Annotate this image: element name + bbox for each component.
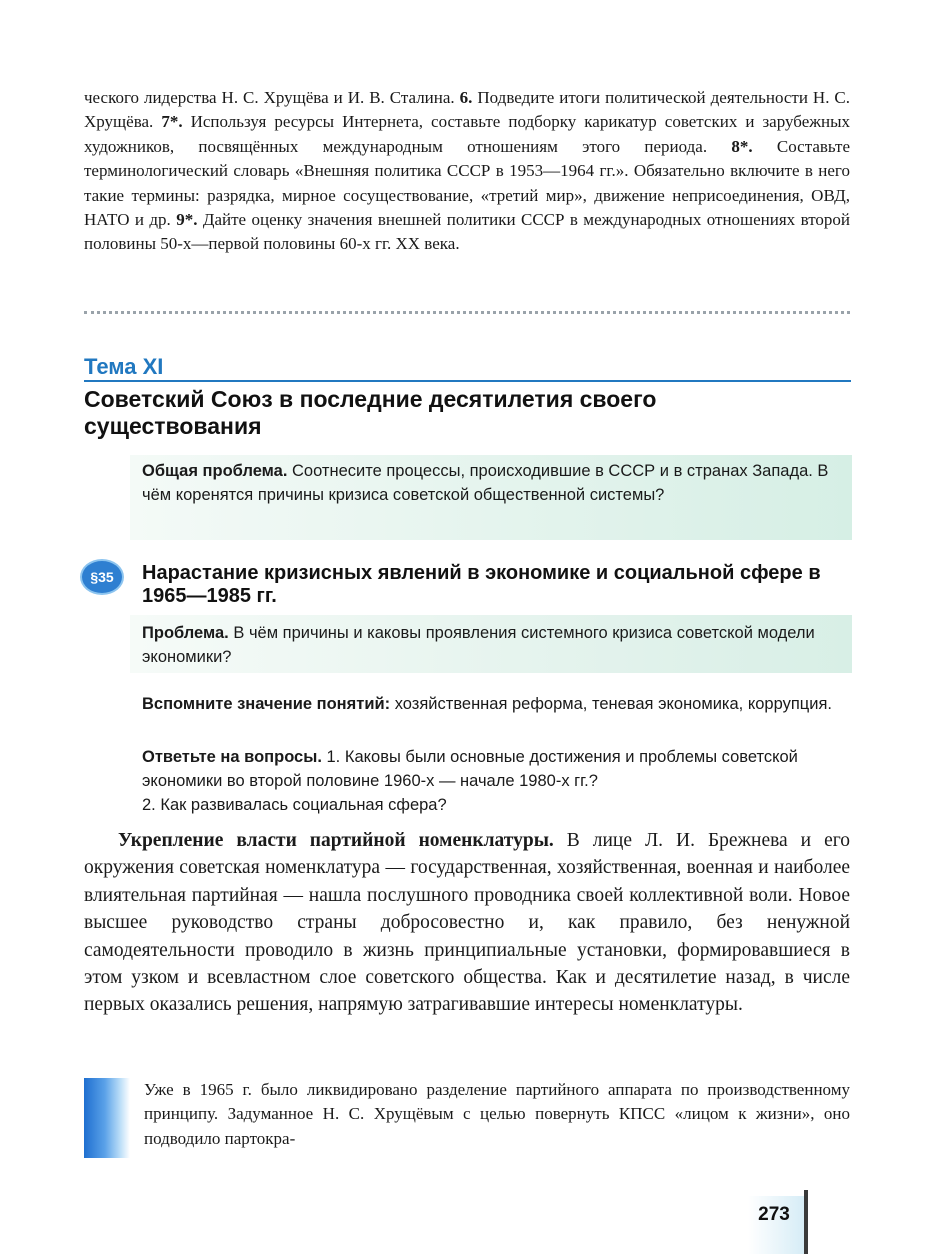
question-6-number: 6. — [459, 88, 473, 107]
common-problem-label: Общая проблема. — [142, 462, 288, 480]
problem-label: Проблема. — [142, 624, 229, 642]
answer-label: Ответьте на вопросы. — [142, 748, 322, 766]
question-7-text: Используя ресурсы Интернета, составьте подборку карикатур советских и зарубежных художников, посвящённых международным отношениям этого периода. — [84, 112, 851, 156]
dotted-divider — [84, 311, 850, 314]
remember-text: хозяйственная реформа, теневая экономика, коррупция. — [394, 695, 832, 713]
question-6-text: Подведите итоги политической деятельности Н. С. Хрущёва. — [84, 88, 851, 132]
answer-questions — [142, 745, 852, 817]
side-accent-bar — [84, 1078, 130, 1158]
main-lead: Укрепление власти партийной номенклатуры. — [118, 830, 554, 851]
theme-label: Тема XI — [84, 354, 164, 379]
section-problem — [142, 621, 848, 669]
problem-text: В чём причины и каковы проявления системного кризиса советской модели экономики? — [142, 624, 815, 666]
small-print-paragraph: Уже в 1965 г. было ликвидировано разделение партийного аппарата по производственному принципу. Задуманное Н. С. Хрущёвым с целью повернуть КПСС «лицом к жизни», оно подводило партокра- — [144, 1080, 850, 1148]
main-text: В лице Л. И. Брежнева и его окружения советская номенклатура — государственная, хозяйственная, военная и наиболее влиятельная партийная — нашла послушного проводника своей коллективной воли. Новое высшее руководство страны добросовестно и, как правило, без ненужной самодеятельности проводило в жизнь принципиальные установки, формировавшиеся в этом узком и всевластном слое советского общества. Как и десятилетие назад, в числе первых оказались решения, напрямую затрагивавшие интересы номенклатуры. — [84, 830, 850, 1016]
question-7-number: 7*. — [161, 112, 183, 132]
section-badge: §35 — [82, 561, 122, 593]
question-9-text: Дайте оценку значения внешней политики СССР в международных отношениях второй половины 50-х—первой половины 60-х гг. XX века. — [84, 210, 850, 254]
theme-title: Советский Союз в последние десятилетия своего существования — [84, 386, 657, 439]
theme-rule — [84, 380, 851, 382]
questions-part1: ческого лидерства Н. С. Хрущёва и И. В. Сталина. — [84, 88, 455, 107]
common-problem-text: Соотнесите процессы, происходившие в СССР и в странах Запада. В чём коренятся причины кризиса советской общественной системы? — [142, 462, 829, 504]
question-8-text: Составьте терминологический словарь «Внешняя политика СССР в 1953—1964 гг.». Обязательно включите в него такие термины: разрядка, мирное сосуществование, «третий мир», движение неприсоединения, ОВД, НАТО и др. — [84, 136, 850, 230]
page-number: 273 — [758, 1204, 790, 1225]
question-8-number: 8*. — [731, 136, 753, 156]
remember-concepts — [142, 692, 848, 716]
common-problem — [142, 459, 848, 507]
answer-question-1: 1. Каковы были основные достижения и проблемы советской экономики во второй половине 1960-х — начале 1980-х гг.? — [142, 748, 798, 790]
remember-label: Вспомните значение понятий: — [142, 695, 391, 713]
section-title: Нарастание кризисных явлений в экономике и социальной сфере в 1965—1985 гг. — [142, 562, 821, 607]
question-9-number: 9*. — [176, 210, 198, 230]
review-questions — [84, 86, 850, 257]
main-paragraph — [84, 827, 850, 1019]
answer-question-2: 2. Как развивалась социальная сфера? — [142, 796, 447, 814]
page-edge-bar — [804, 1190, 808, 1254]
